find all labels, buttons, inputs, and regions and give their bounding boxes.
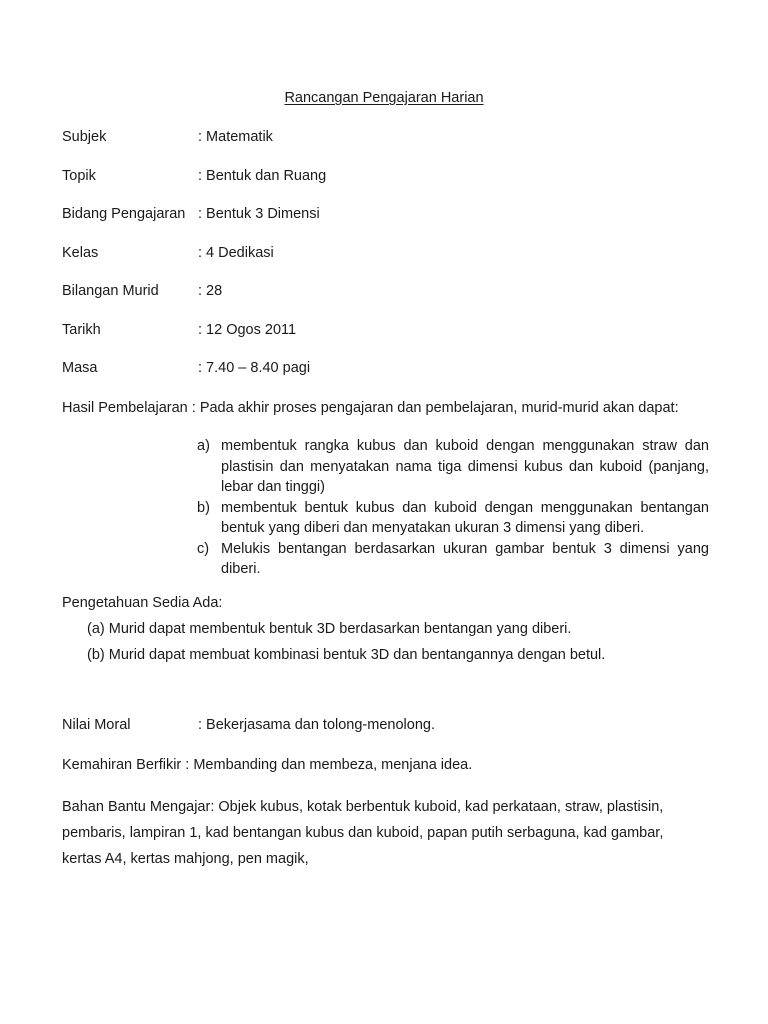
pengetahuan-item: (b) Murid dapat membuat kombinasi bentuk 3D dan bentangannya dengan betul.	[87, 647, 606, 663]
field-label: Bidang Pengajaran	[62, 206, 186, 222]
bahan-bantu-mengajar: Bahan Bantu Mengajar: Objek kubus, kotak berbentuk kuboid, kad perkataan, straw, plastisin, pembaris, lampiran 1, kad bentangan kubus dan kuboid, papan putih serbaguna, kad gambar, kertas A4, kertas mahjong, pen magik,	[62, 799, 664, 867]
field-value: : 12 Ogos 2011	[198, 322, 297, 338]
nilai-moral-value: : Bekerjasama dan tolong-menolong.	[198, 717, 435, 733]
objective-item	[197, 498, 709, 539]
objective-text: membentuk bentuk kubus dan kuboid dengan menggunakan bentangan bentuk yang diberi dan menyatakan ukuran 3 dimensi yang diberi.	[221, 499, 709, 536]
objective-marker: b)	[197, 499, 210, 516]
field-value: : 4 Dedikasi	[198, 245, 274, 261]
objective-text: membentuk rangka kubus dan kuboid dengan menggunakan straw dan plastisin dan menyatakan nama tiga dimensi kubus dan kuboid (panjang, lebar dan tinggi)	[221, 438, 709, 495]
nilai-moral-label: Nilai Moral	[62, 717, 131, 733]
field-subjek	[62, 129, 273, 145]
hasil-pembelajaran-heading: Hasil Pembelajaran : Pada akhir proses pengajaran dan pembelajaran, murid-murid akan dapat:	[62, 400, 679, 416]
document-title: Rancangan Pengajaran Harian	[284, 90, 484, 106]
field-label: Topik	[62, 168, 96, 184]
objective-list	[197, 436, 709, 580]
objective-text: Melukis bentangan berdasarkan ukuran gambar bentuk 3 dimensi yang diberi.	[221, 540, 709, 577]
kemahiran-berfikir: Kemahiran Berfikir : Membanding dan membeza, menjana idea.	[62, 757, 473, 773]
field-kelas	[62, 245, 274, 261]
field-label: Kelas	[62, 245, 99, 261]
field-label: Subjek	[62, 129, 107, 145]
field-value: : Bentuk dan Ruang	[198, 168, 327, 184]
field-value: : 28	[198, 283, 223, 299]
pengetahuan-item: (a) Murid dapat membentuk bentuk 3D berdasarkan bentangan yang diberi.	[87, 621, 572, 637]
field-value: : 7.40 – 8.40 pagi	[198, 360, 311, 376]
field-value: : Bentuk 3 Dimensi	[198, 206, 320, 222]
field-masa	[62, 360, 310, 376]
objective-marker: a)	[197, 438, 210, 454]
nilai-moral	[62, 717, 435, 733]
pengetahuan-heading: Pengetahuan Sedia Ada:	[62, 595, 223, 611]
objective-item	[197, 539, 709, 580]
objective-marker: c)	[197, 540, 210, 557]
field-bilangan-murid	[62, 283, 222, 299]
field-tarikh	[62, 322, 296, 338]
field-value: : Matematik	[198, 129, 273, 145]
objective-item	[197, 436, 709, 498]
field-topik	[62, 168, 326, 184]
field-bidang-pengajaran	[62, 206, 320, 222]
field-label: Tarikh	[62, 322, 101, 338]
field-label: Bilangan Murid	[62, 283, 159, 299]
field-label: Masa	[62, 360, 98, 376]
